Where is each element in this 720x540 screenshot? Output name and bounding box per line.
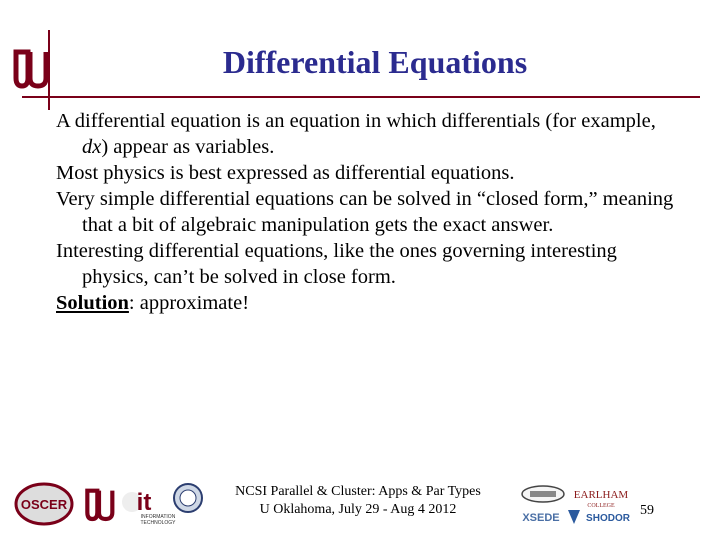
slide-body <box>56 108 686 316</box>
footer-line-1: NCSI Parallel & Cluster: Apps & Par Types <box>235 484 481 499</box>
earlham-logo-subtext: COLLEGE <box>587 503 615 509</box>
paragraph-2: Most physics is best expressed as differential equations. <box>56 162 515 184</box>
university-logo <box>520 484 566 504</box>
it-logo-line1: INFORMATION <box>140 514 176 520</box>
information-technology-logo <box>120 484 176 526</box>
ou-footer-logo <box>84 484 114 524</box>
shodor-logo-text: SHODOR <box>586 513 630 524</box>
it-logo-line2: TECHNOLOGY <box>140 520 176 526</box>
solution-line <box>56 290 686 316</box>
oscer-logo <box>14 482 74 526</box>
xsede-logo-text: XSEDE <box>522 512 560 524</box>
paragraph-1 <box>56 108 686 160</box>
ou-logo <box>12 46 48 90</box>
earlham-logo-text: EARLHAM <box>573 489 629 501</box>
oscer-logo-text: OSCER <box>20 497 68 512</box>
earlham-logo <box>568 486 634 510</box>
paragraph-1-text: A differential equation is an equation in which differentials (for example, <box>56 110 656 132</box>
solution-text: : approximate! <box>128 292 250 314</box>
paragraph-3: Very simple differential equations can be solved in “closed form,” meaning that a bit of algebraic manipulation gets the exact answer. <box>56 188 674 236</box>
shodor-logo <box>566 508 636 526</box>
solution-label: Solution <box>56 292 129 314</box>
paragraph-4: Interesting differential equations, like the ones governing interesting physics, can’t be solved in close form. <box>56 240 617 288</box>
page-title: Differential Equations <box>222 44 528 80</box>
footer-line-2: U Oklahoma, July 29 - Aug 4 2012 <box>259 502 457 517</box>
it-logo-text: it <box>136 489 152 516</box>
footer-info <box>200 483 516 519</box>
xsede-logo <box>515 508 567 526</box>
title-horizontal-rule <box>22 96 700 98</box>
paragraph-1-emphasis: dx <box>82 136 102 158</box>
page-number: 59 <box>640 503 654 518</box>
paragraph-1-text-end: ) appear as variables. <box>101 136 275 158</box>
